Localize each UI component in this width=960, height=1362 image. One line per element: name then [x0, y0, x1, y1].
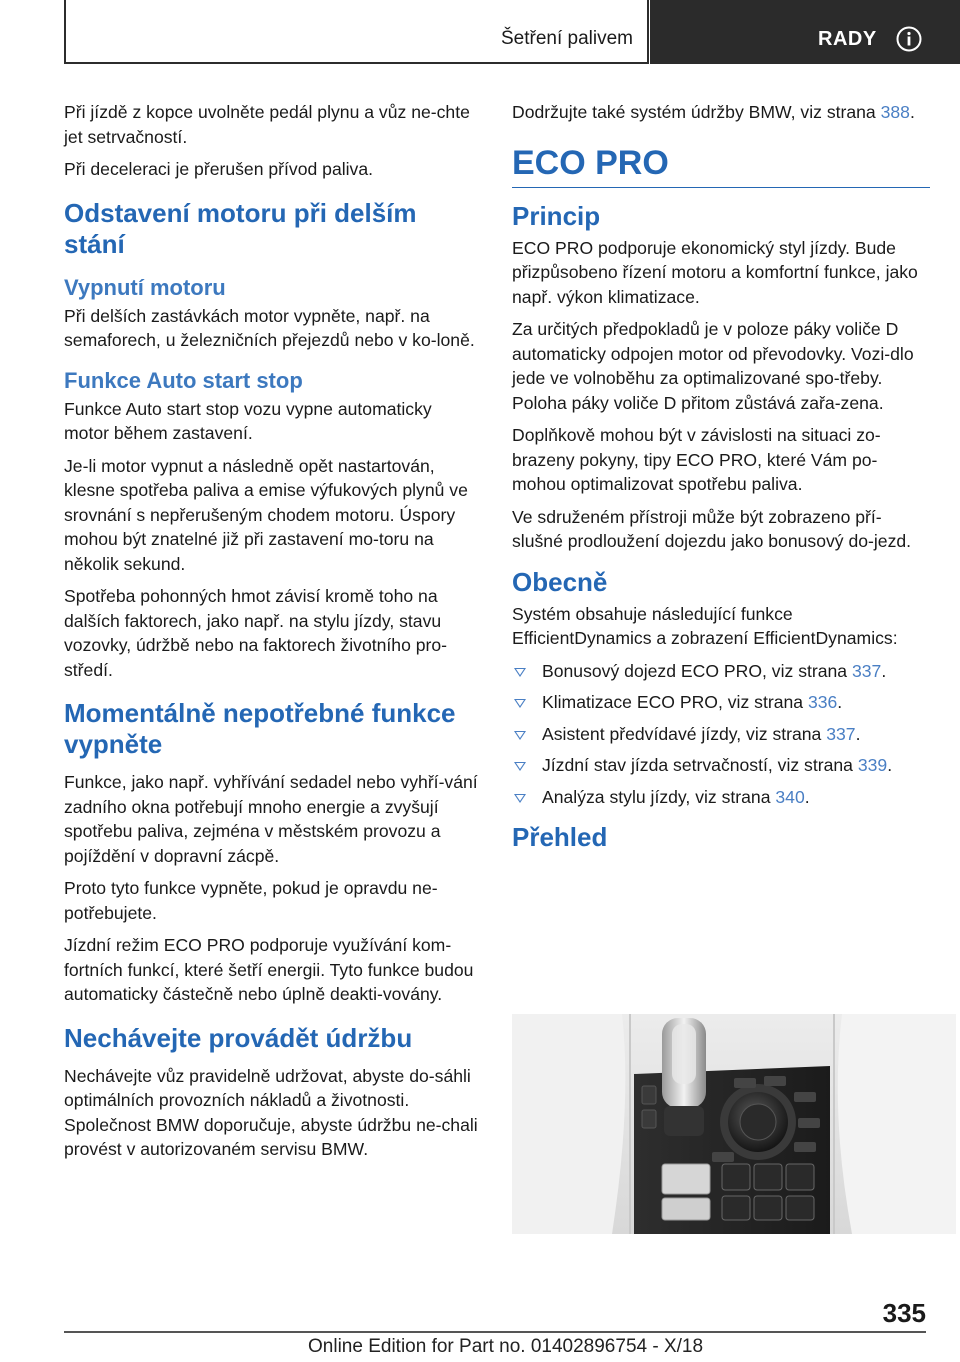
page-link[interactable]: 336 [807, 692, 838, 712]
function-list [512, 659, 930, 810]
paragraph: Je-li motor vypnut a následně opět nastartován, klesne spotřeba paliva a emise výfukových plynů ve srovnání s nepřerušeným chodem motoru. Úspory mohou být znatelné již při zastavení mo‐toru na několik sekund. [64, 455, 468, 574]
bullet-triangle-icon [514, 731, 526, 740]
section-title: Šetření palivem [500, 28, 633, 49]
paragraph: Proto tyto funkce vypněte, pokud je opravdu ne‐potřebujete. [64, 878, 438, 923]
center-console-photo [512, 1014, 956, 1234]
paragraph: Doplňkově mohou být v závislosti na situaci zo‐brazeny pokyny, tipy ECO PRO, které Vám po‐mohou optimalizovat spotřebu paliva. [512, 425, 881, 494]
paragraph: Funkce Auto start stop vozu vypne automaticky motor během zastavení. [64, 398, 432, 443]
heading-maintenance: Nechávejte provádět údržbu [64, 1022, 413, 1053]
page-link[interactable]: 337 [826, 723, 856, 744]
page-link[interactable]: 388 [880, 102, 910, 122]
footer-divider [64, 1331, 926, 1333]
list-item: Bonusový dojezd ECO PRO, viz strana 337. [512, 659, 930, 684]
heading-engine-stop: Odstavení motoru při delším stání [64, 197, 417, 259]
subheading-engine-off: Vypnutí motoru [64, 274, 226, 300]
paragraph: ECO PRO podporuje ekonomický styl jízdy. Bude přizpůsobeno řízení motoru a komfortní funkce, jako např. výkon klimatizace. [512, 237, 918, 307]
paragraph: Při deceleraci je přerušen přívod paliva. [64, 159, 374, 179]
paragraph: Dodržujte také systém údržby BMW, viz strana 388. [512, 102, 915, 122]
chapter-title: RADY [818, 28, 877, 50]
list-item: Klimatizace ECO PRO, viz strana 336. [512, 690, 930, 715]
heading-eco-pro: ECO PRO [512, 143, 930, 188]
subheading-auto-start-stop: Funkce Auto start stop [64, 367, 303, 393]
heading-prehled: Přehled [512, 822, 608, 852]
left-column [64, 100, 480, 1170]
header-chapter-tab[interactable] [650, 0, 960, 64]
paragraph: Funkce, jako např. vyhřívání sedadel nebo vyhří‐vání zadního okna potřebují mnoho energie a zvyšují spotřebu paliva, zejména v městském provozu a pojíždění v dopravní zácpě. [64, 772, 478, 866]
paragraph: Nechávejte vůz pravidelně udržovat, abyste do‐sáhli optimálních provozních nákladů a životnosti. Společnost BMW doporučuje, abyste údržbu ne‐chali provést v autorizovaném servisu BMW. [64, 1065, 478, 1159]
paragraph: Systém obsahuje následující funkce EfficientDynamics a zobrazení EfficientDynamics: [512, 603, 898, 648]
center-console-illustration [512, 1014, 956, 1234]
paragraph: Za určitých předpokladů je v poloze páky voliče D automaticky odpojen motor od převodovky. Vozi‐dlo jede ve volnoběhu za optimalizované spo‐třeby. Poloha páky voliče D přitom zůstává zařa‐zena. [512, 319, 914, 413]
bullet-triangle-icon [514, 794, 526, 803]
bullet-triangle-icon [514, 699, 526, 708]
heading-obecne: Obecně [512, 566, 608, 597]
heading-princip: Princip [512, 200, 601, 231]
page-link[interactable]: 340 [775, 786, 805, 807]
paragraph: Při delších zastávkách motor vypněte, např. na semaforech, u železničních přejezdů nebo v ko‐loně. [64, 305, 475, 350]
right-column [512, 100, 930, 857]
page-number: 335 [882, 1298, 926, 1328]
paragraph: Při jízdě z kopce uvolněte pedál plynu a vůz ne‐chte jet setrvačností. [64, 102, 470, 147]
info-icon[interactable] [896, 26, 922, 52]
paragraph: Ve sdruženém přístroji může být zobrazeno pří‐slušné prodloužení dojezdu jako bonusový do‐jezd. [512, 506, 912, 551]
bullet-triangle-icon [514, 668, 526, 677]
bullet-triangle-icon [514, 762, 526, 771]
heading-unneeded-functions: Momentálně nepotřebné funkce vypněte [64, 698, 456, 759]
list-item: Analýza stylu jízdy, viz strana 340. [512, 785, 930, 810]
paragraph: Jízdní režim ECO PRO podporuje využívání kom‐fortních funkcí, které šetří energii. Tyto funkce budou automaticky částečně nebo úplně deakti‐vovány. [64, 935, 474, 1004]
page-link[interactable]: 337 [851, 660, 882, 681]
page-link[interactable]: 339 [857, 755, 888, 775]
paragraph: Spotřeba pohonných hmot závisí kromě toho na dalších faktorech, jako např. na stylu jízdy, stavu vozovky, údržbě nebo na faktorech životního pro‐středí. [64, 586, 448, 680]
footer-edition: Online Edition for Part no. 01402896754 - X/18 [308, 1336, 704, 1357]
list-item: Asistent předvídavé jízdy, viz strana 337. [512, 722, 930, 747]
list-item: Jízdní stav jízda setrvačností, viz strana 339. [512, 753, 930, 778]
header-section-tab [64, 0, 649, 64]
